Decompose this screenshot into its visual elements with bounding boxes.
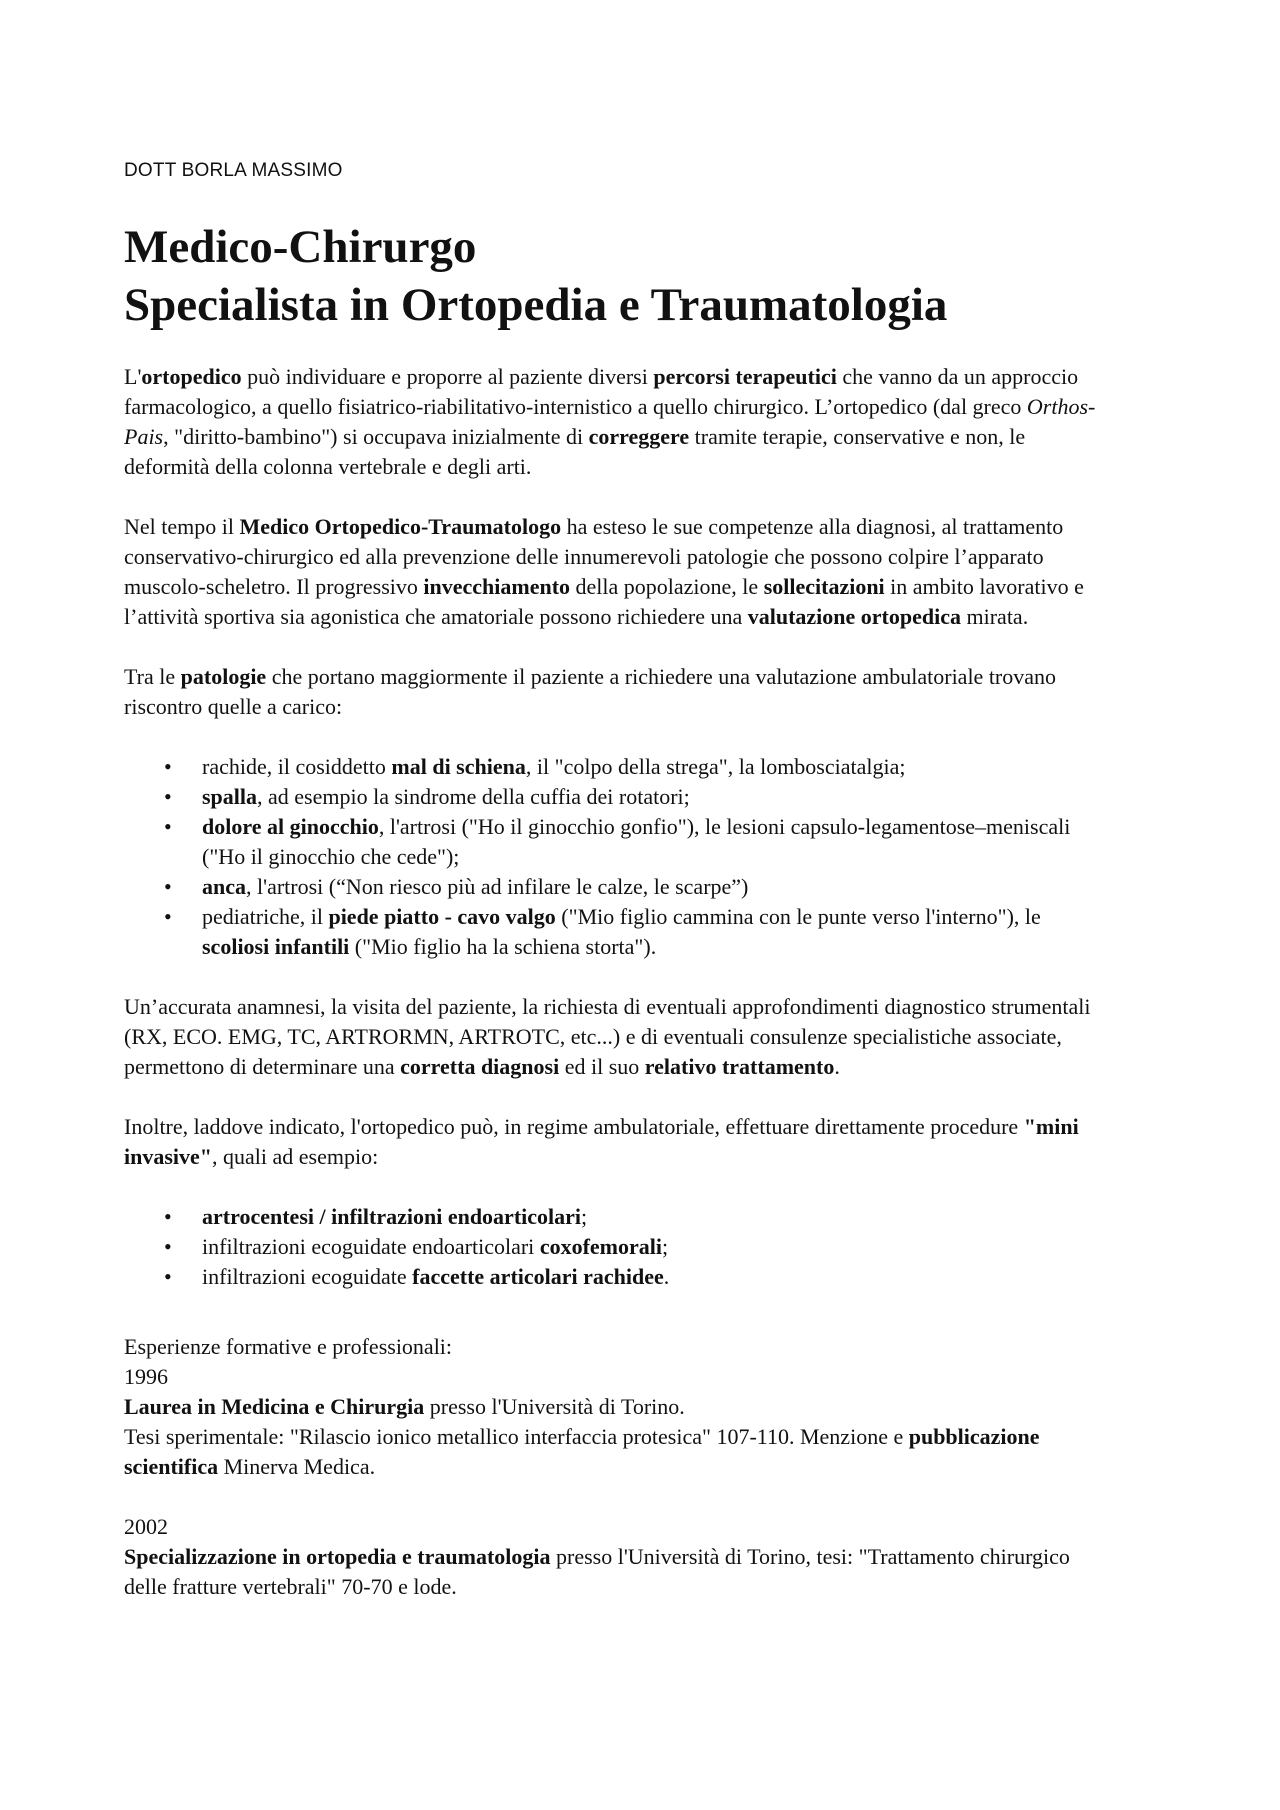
text-run: in ambito lavorativo e l’attività sportiva sia agonistica che amatoriale possono richiedere una	[124, 574, 1084, 629]
experience-year: 2002	[124, 1514, 168, 1539]
bullet-icon: •	[164, 784, 172, 809]
pathologies-paragraph	[124, 662, 1104, 722]
list-item	[124, 872, 1104, 902]
bold-term: piede piatto - cavo valgo	[328, 904, 556, 929]
text-run: .	[663, 1264, 670, 1289]
experience-entry	[124, 1392, 1104, 1482]
bold-term: invecchiamento	[423, 574, 571, 599]
text-run: pediatriche, il	[202, 904, 329, 929]
text-run: Tesi sperimentale: "Rilascio ionico metallico interfaccia protesica" 107-110. Menzione e	[124, 1424, 909, 1449]
procedures-paragraph	[124, 1112, 1104, 1172]
bold-term: Laurea in Medicina e Chirurgia	[124, 1394, 425, 1419]
text-run: presso l'Università di Torino.	[424, 1394, 685, 1419]
bullet-icon: •	[164, 1234, 172, 1259]
bold-term: relativo trattamento	[644, 1054, 835, 1079]
bold-term: pubblicazione scientifica	[124, 1424, 1040, 1479]
title-line-1: Medico-Chirurgo	[124, 221, 477, 273]
bold-term: Medico Ortopedico-Traumatologo	[239, 514, 562, 539]
author-name: DOTT BORLA MASSIMO	[124, 160, 343, 181]
text-run: ed il suo	[559, 1054, 645, 1079]
experience-entry	[124, 1542, 1104, 1602]
experience-heading: Esperienze formative e professionali:	[124, 1334, 453, 1359]
text-run: ha esteso le sue competenze alla diagnosi, al trattamento conservativo-chirurgico ed alla prevenzione delle innumerevoli patologie che possono colpire l’apparato muscolo-scheletro. Il progressivo	[124, 514, 1064, 599]
text-run: presso l'Università di Torino, tesi: "Trattamento chirurgico delle fratture vertebrali" 70-70 e lode.	[124, 1544, 1070, 1599]
bold-term: coxofemorali	[539, 1234, 662, 1259]
text-run: , ad esempio la sindrome della cuffia dei rotatori;	[257, 784, 690, 809]
bold-term: corretta diagnosi	[400, 1054, 560, 1079]
list-item	[124, 902, 1104, 962]
procedures-list	[124, 1202, 1104, 1292]
text-run: Un’accurata anamnesi, la visita del paziente, la richiesta di eventuali approfondimenti diagnostico strumentali (RX, ECO. EMG, TC, ARTRORMN, ARTROTC, etc...) e di eventuali consulenze specialistiche associate, permettono di determinare una	[124, 994, 1091, 1079]
bold-term: valutazione ortopedica	[747, 604, 961, 629]
list-item	[124, 1262, 1104, 1292]
document-body	[124, 362, 1104, 1602]
list-item	[124, 752, 1104, 782]
intro-paragraph	[124, 362, 1104, 482]
text-run: , l'artrosi (“Non riesco più ad infilare le calze, le scarpe”)	[246, 874, 749, 899]
page-title	[124, 218, 1124, 334]
bullet-icon: •	[164, 904, 172, 929]
title-line-2: Specialista in Ortopedia e Traumatologia	[124, 279, 948, 331]
bold-term: mal di schiena	[391, 754, 526, 779]
bold-term: correggere	[588, 424, 690, 449]
bullet-icon: •	[164, 874, 172, 899]
text-run: infiltrazioni ecoguidate	[202, 1264, 413, 1289]
experience-year: 1996	[124, 1364, 168, 1389]
text-run: rachide, il cosiddetto	[202, 754, 392, 779]
list-item	[124, 782, 1104, 812]
bullet-icon: •	[164, 754, 172, 779]
bold-term: artrocentesi / infiltrazioni endoarticolari	[202, 1204, 582, 1229]
list-item	[124, 1202, 1104, 1232]
bold-term: "mini invasive"	[124, 1114, 1079, 1169]
text-run: .	[834, 1054, 840, 1079]
bold-term: faccette articolari rachidee	[412, 1264, 664, 1289]
text-run: può individuare e proporre al paziente diversi	[241, 364, 654, 389]
bold-term: ortopedico	[141, 364, 242, 389]
bold-term: sollecitazioni	[763, 574, 885, 599]
list-item	[124, 1232, 1104, 1262]
text-run: Nel tempo il	[124, 514, 240, 539]
bold-term: anca	[202, 874, 246, 899]
text-run: , l'artrosi ("Ho il ginocchio gonfio"), le lesioni capsulo-legamentose–meniscali ("Ho il ginocchio che cede");	[202, 814, 1071, 869]
text-run: Tra le	[124, 664, 181, 689]
text-run: L'	[124, 364, 142, 389]
italic-term: Orthos-Pais	[124, 394, 1096, 449]
bold-term: Specializzazione in ortopedia e traumatologia	[124, 1544, 551, 1569]
bullet-icon: •	[164, 814, 172, 839]
bold-term: percorsi terapeutici	[653, 364, 837, 389]
bold-term: dolore al ginocchio	[202, 814, 379, 839]
text-run: ("Mio figlio cammina con le punte verso l'interno"), le	[555, 904, 1041, 929]
list-item	[124, 812, 1104, 872]
bold-term: spalla	[202, 784, 258, 809]
text-run: , quali ad esempio:	[212, 1144, 379, 1169]
text-run: , il "colpo della strega", la lombosciatalgia;	[525, 754, 906, 779]
competences-paragraph	[124, 512, 1104, 632]
text-run: Inoltre, laddove indicato, l'ortopedico può, in regime ambulatoriale, effettuare direttamente procedure	[124, 1114, 1024, 1139]
text-run: della popolazione, le	[570, 574, 764, 599]
text-run: ;	[661, 1234, 669, 1259]
text-run: ("Mio figlio ha la schiena storta").	[349, 934, 657, 959]
text-run: che vanno da un approccio farmacologico, a quello fisiatrico-riabilitativo-internistico a quello chirurgico. L’ortopedico (dal greco	[124, 364, 1079, 419]
bold-term: patologie	[180, 664, 267, 689]
text-run: mirata.	[961, 604, 1029, 629]
bullet-icon: •	[164, 1264, 172, 1289]
text-run: infiltrazioni ecoguidate endoarticolari	[202, 1234, 540, 1259]
text-run: , "diritto-bambino") si occupava inizialmente di	[163, 424, 589, 449]
bold-term: scoliosi infantili	[202, 934, 350, 959]
pathologies-list	[124, 752, 1104, 962]
diagnosis-paragraph	[124, 992, 1104, 1082]
text-run: tramite terapie, conservative e non, le deformità della colonna vertebrale e degli arti.	[124, 424, 1026, 479]
bullet-icon: •	[164, 1204, 172, 1229]
text-run: Minerva Medica.	[218, 1454, 376, 1479]
text-run: ;	[581, 1204, 588, 1229]
text-run: che portano maggiormente il paziente a richiedere una valutazione ambulatoriale trovano riscontro quelle a carico:	[124, 664, 1057, 719]
